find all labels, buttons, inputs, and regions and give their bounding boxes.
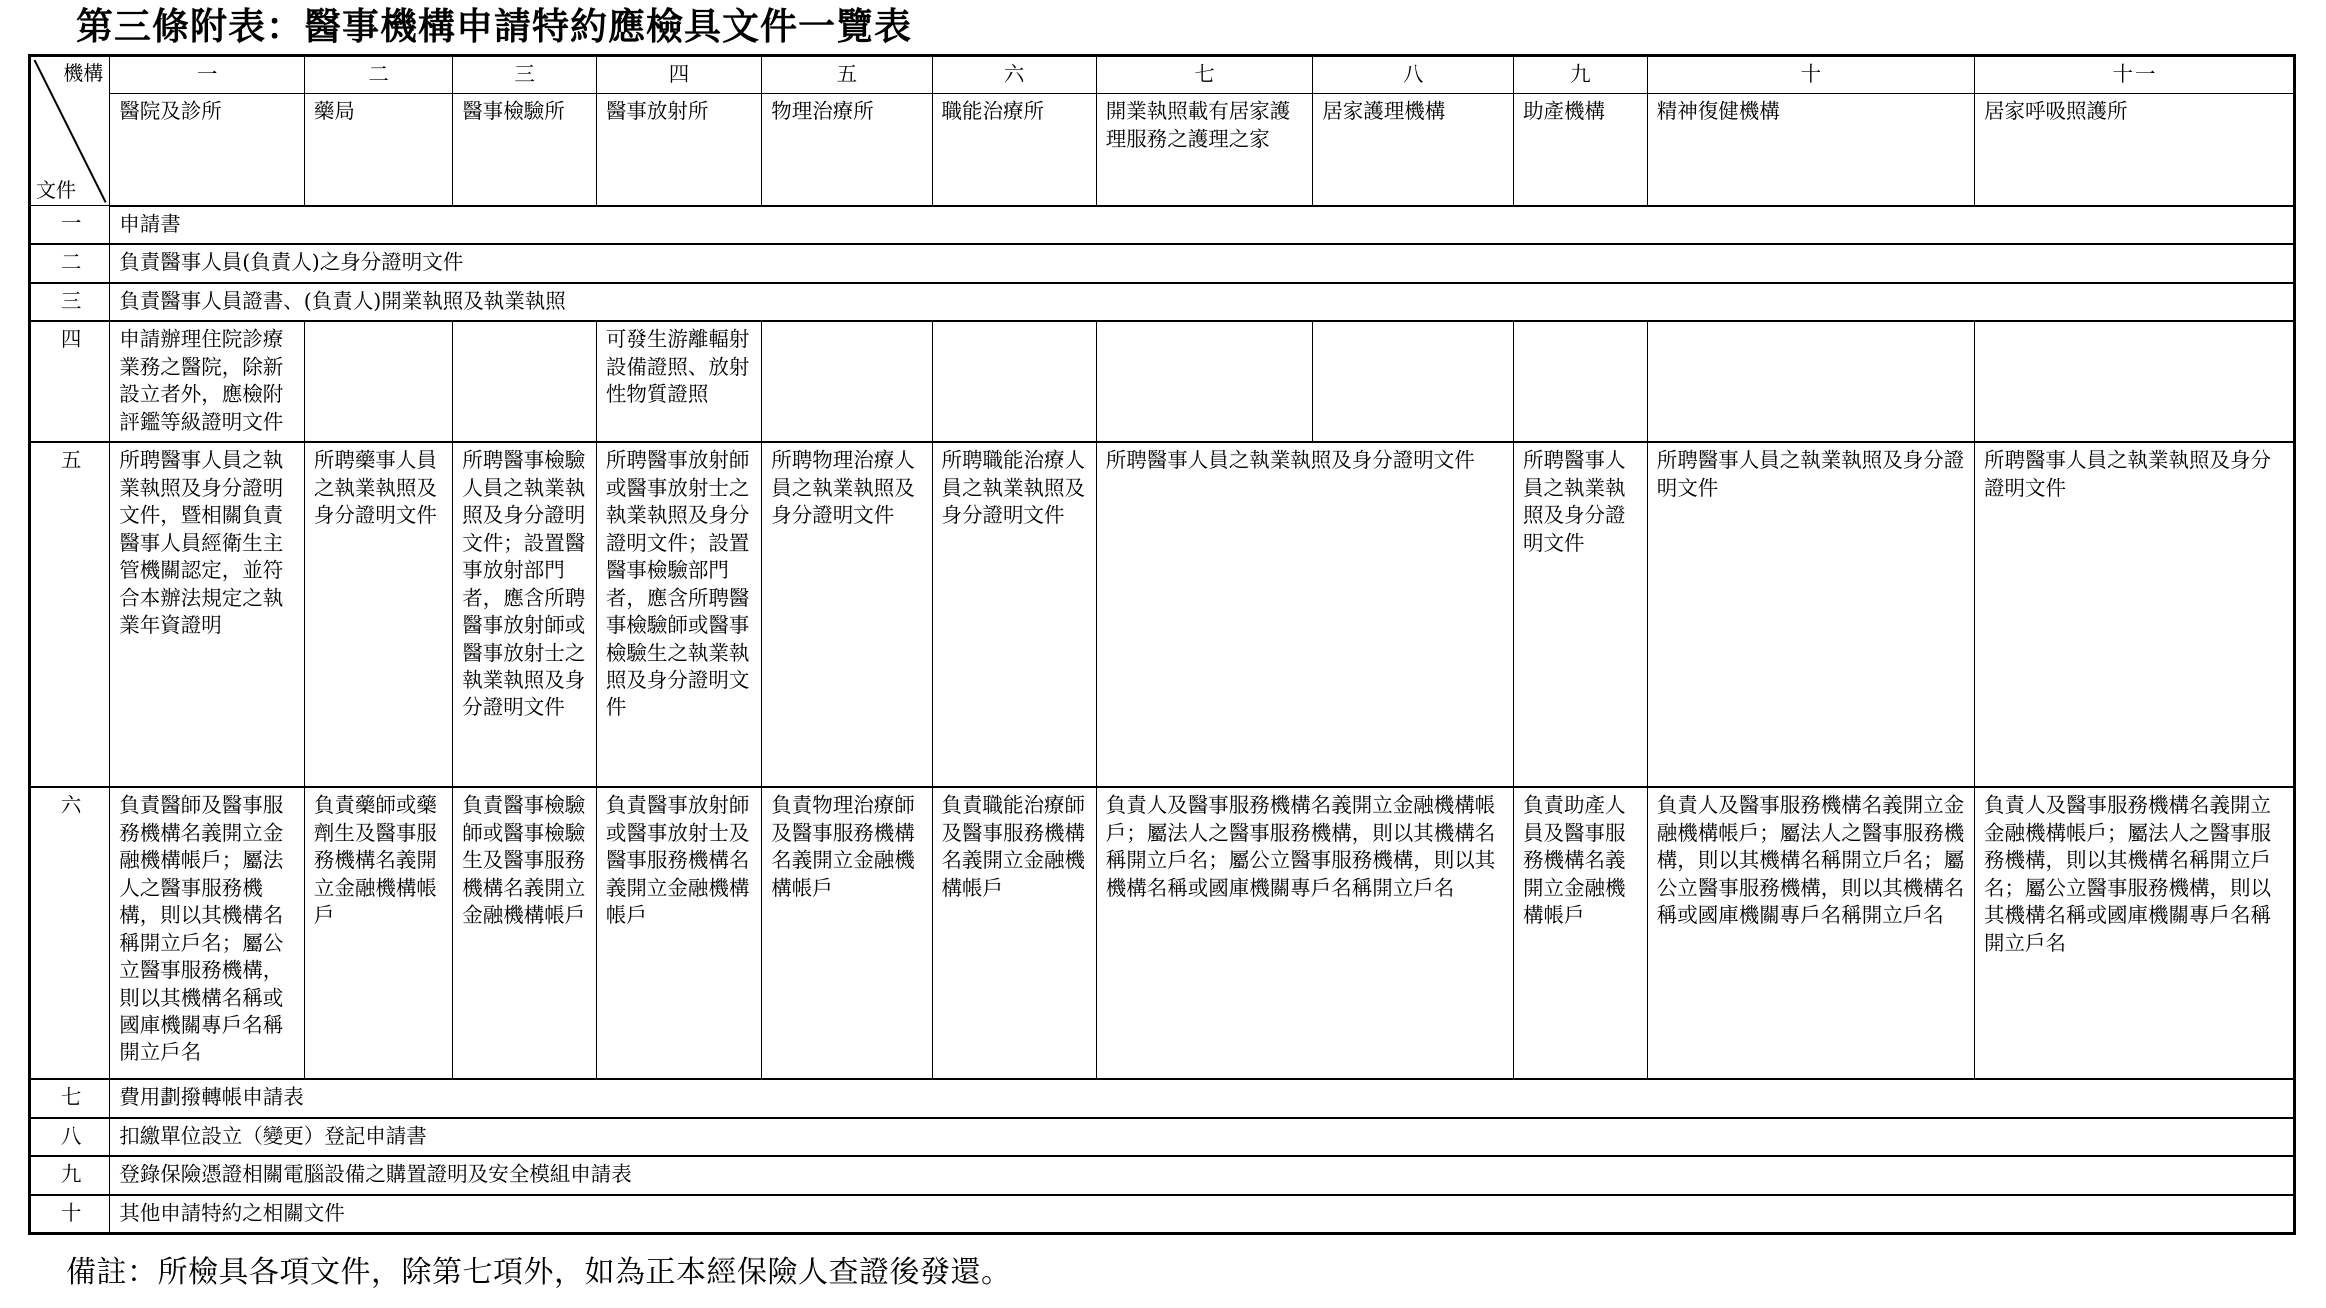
row-4-col-9	[1513, 321, 1647, 442]
row-number-3: 三	[30, 283, 110, 321]
row-4-col-11	[1974, 321, 2294, 442]
table-row-3	[30, 283, 2295, 321]
row-10-content: 其他申請特約之相關文件	[110, 1195, 2295, 1234]
corner-cell	[30, 56, 110, 206]
table-row-1	[30, 206, 2295, 244]
row-6-col-4: 負責醫事放射師或醫事放射士及醫事服務機構名義開立金融機構帳戶	[596, 787, 761, 1079]
row-4-col-4: 可發生游離輻射設備證照、放射性物質證照	[596, 321, 761, 442]
column-number-1: 一	[110, 56, 305, 94]
table-row-4	[30, 321, 2295, 442]
row-6-col-7-8: 負責人及醫事服務機構名義開立金融機構帳戶；屬法人之醫事服務機構，則以其機構名稱開立戶名；屬公立醫事服務機構，則以其機構名稱或國庫機關專戶名稱開立戶名	[1096, 787, 1513, 1079]
row-4-col-8	[1313, 321, 1514, 442]
row-number-2: 二	[30, 244, 110, 282]
row-5-col-6: 所聘職能治療人員之執業執照及身分證明文件	[932, 442, 1096, 787]
column-name-9: 助產機構	[1513, 94, 1647, 206]
row-3-content: 負責醫事人員證書、(負責人)開業執照及執業執照	[110, 283, 2295, 321]
row-6-col-11: 負責人及醫事服務機構名義開立金融機構帳戶；屬法人之醫事服務機構，則以其機構名稱開立戶名；屬公立醫事服務機構，則以其機構名稱或國庫機關專戶名稱開立戶名	[1974, 787, 2294, 1079]
column-number-8: 八	[1313, 56, 1514, 94]
footer-note: 備註：所檢具各項文件，除第七項外，如為正本經保險人查證後發還。	[66, 1255, 1012, 1291]
row-number-4: 四	[30, 321, 110, 442]
table-header-numbers	[30, 56, 2295, 94]
row-4-col-3	[453, 321, 597, 442]
row-number-8: 八	[30, 1118, 110, 1156]
row-4-col-6	[932, 321, 1096, 442]
row-1-content: 申請書	[110, 206, 2295, 244]
row-number-1: 一	[30, 206, 110, 244]
row-7-content: 費用劃撥轉帳申請表	[110, 1079, 2295, 1117]
table-row-7	[30, 1079, 2295, 1117]
row-5-col-3: 所聘醫事檢驗人員之執業執照及身分證明文件；設置醫事放射部門者，應含所聘醫事放射師或醫事放射士之執業執照及身分證明文件	[453, 442, 597, 787]
row-5-col-4: 所聘醫事放射師或醫事放射士之執業執照及身分證明文件；設置醫事檢驗部門者，應含所聘醫事檢驗師或醫事檢驗生之執業執照及身分證明文件	[596, 442, 761, 787]
column-number-6: 六	[932, 56, 1096, 94]
column-number-4: 四	[596, 56, 761, 94]
row-number-5: 五	[30, 442, 110, 787]
row-number-6: 六	[30, 787, 110, 1079]
row-8-content: 扣繳單位設立（變更）登記申請書	[110, 1118, 2295, 1156]
row-9-content: 登錄保險憑證相關電腦設備之購置證明及安全模組申請表	[110, 1156, 2295, 1194]
table-row-10	[30, 1195, 2295, 1234]
row-4-col-1: 申請辦理住院診療業務之醫院，除新設立者外，應檢附評鑑等級證明文件	[110, 321, 305, 442]
column-name-11: 居家呼吸照護所	[1974, 94, 2294, 206]
column-number-2: 二	[304, 56, 452, 94]
column-number-5: 五	[762, 56, 932, 94]
table-row-8	[30, 1118, 2295, 1156]
column-number-3: 三	[453, 56, 597, 94]
table-row-6	[30, 787, 2295, 1079]
corner-label-org: 機構	[63, 61, 104, 85]
row-5-col-11: 所聘醫事人員之執業執照及身分證明文件	[1974, 442, 2294, 787]
row-number-7: 七	[30, 1079, 110, 1117]
row-4-col-7	[1096, 321, 1313, 442]
column-number-11: 十一	[1974, 56, 2294, 94]
table-row-9	[30, 1156, 2295, 1194]
row-6-col-1: 負責醫師及醫事服務機構名義開立金融機構帳戶；屬法人之醫事服務機構，則以其機構名稱開立戶名；屬公立醫事服務機構，則以其機構名稱或國庫機關專戶名稱開立戶名	[110, 787, 305, 1079]
column-name-5: 物理治療所	[762, 94, 932, 206]
row-5-col-7-8: 所聘醫事人員之執業執照及身分證明文件	[1096, 442, 1513, 787]
row-6-col-6: 負責職能治療師及醫事服務機構名義開立金融機構帳戶	[932, 787, 1096, 1079]
column-name-1: 醫院及診所	[110, 94, 305, 206]
row-4-col-2	[304, 321, 452, 442]
table-header-names	[30, 94, 2295, 206]
row-5-col-10: 所聘醫事人員之執業執照及身分證明文件	[1647, 442, 1974, 787]
row-5-col-5: 所聘物理治療人員之執業執照及身分證明文件	[762, 442, 932, 787]
row-number-10: 十	[30, 1195, 110, 1234]
column-name-8: 居家護理機構	[1313, 94, 1514, 206]
row-5-col-9: 所聘醫事人員之執業執照及身分證明文件	[1513, 442, 1647, 787]
table-row-5	[30, 442, 2295, 787]
row-number-9: 九	[30, 1156, 110, 1194]
column-name-2: 藥局	[304, 94, 452, 206]
column-number-9: 九	[1513, 56, 1647, 94]
requirements-table	[28, 54, 2296, 1235]
column-name-3: 醫事檢驗所	[453, 94, 597, 206]
row-6-col-9: 負責助產人員及醫事服務機構名義開立金融機構帳戶	[1513, 787, 1647, 1079]
column-number-10: 十	[1647, 56, 1974, 94]
table-row-2	[30, 244, 2295, 282]
row-6-col-2: 負責藥師或藥劑生及醫事服務機構名義開立金融機構帳戶	[304, 787, 452, 1079]
column-number-7: 七	[1096, 56, 1313, 94]
column-name-10: 精神復健機構	[1647, 94, 1974, 206]
row-6-col-5: 負責物理治療師及醫事服務機構名義開立金融機構帳戶	[762, 787, 932, 1079]
row-6-col-3: 負責醫事檢驗師或醫事檢驗生及醫事服務機構名義開立金融機構帳戶	[453, 787, 597, 1079]
row-4-col-5	[762, 321, 932, 442]
column-name-4: 醫事放射所	[596, 94, 761, 206]
row-2-content: 負責醫事人員(負責人)之身分證明文件	[110, 244, 2295, 282]
row-5-col-1: 所聘醫事人員之執業執照及身分證明文件，暨相關負責醫事人員經衛生主管機關認定，並符合本辦法規定之執業年資證明	[110, 442, 305, 787]
column-name-7: 開業執照載有居家護理服務之護理之家	[1096, 94, 1313, 206]
page-title: 第三條附表：醫事機構申請特約應檢具文件一覽表	[76, 4, 912, 48]
row-6-col-10: 負責人及醫事服務機構名義開立金融機構帳戶；屬法人之醫事服務機構，則以其機構名稱開立戶名；屬公立醫事服務機構，則以其機構名稱或國庫機關專戶名稱開立戶名	[1647, 787, 1974, 1079]
corner-label-doc: 文件	[36, 177, 76, 202]
row-5-col-2: 所聘藥事人員之執業執照及身分證明文件	[304, 442, 452, 787]
row-4-col-10	[1647, 321, 1974, 442]
column-name-6: 職能治療所	[932, 94, 1096, 206]
